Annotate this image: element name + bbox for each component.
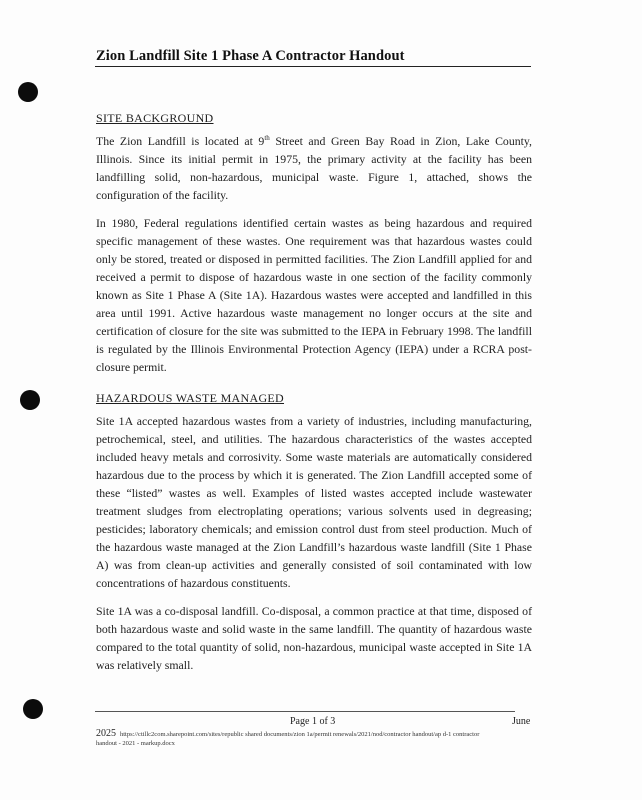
paragraph: The Zion Landfill is located at 9th Street and Green Bay Road in Zion, Lake County, Illinois. Since its initial permit in 1975, the primary activity at the facility has been landfilling solid, non-hazardous, municipal waste. Figure 1, attached, shows the configuration of the facility. bbox=[96, 134, 532, 202]
footer-divider bbox=[95, 711, 515, 712]
paragraph: Site 1A was a co-disposal landfill. Co-disposal, a common practice at that time, disposed of both hazardous waste and solid waste in the same landfill. The quantity of hazardous waste compared to the total quantity of solid, non-hazardous, municipal waste accepted in Site 1A was relatively small. bbox=[96, 604, 532, 672]
punch-hole bbox=[18, 82, 38, 102]
document-title: Zion Landfill Site 1 Phase A Contractor Handout bbox=[96, 48, 405, 64]
page-number: Page 1 of 3 bbox=[290, 716, 336, 727]
section-heading-site-background: SITE BACKGROUND bbox=[96, 111, 214, 125]
document-body bbox=[96, 110, 532, 684]
paragraph: In 1980, Federal regulations identified certain wastes as being hazardous and required specific management of these wastes. One requirement was that hazardous wastes could only be stored, treated or disposed in permitted facilities. The Zion Landfill applied for and received a permit to dispose of hazardous waste in one section of the facility commonly known as Site 1 Phase A (Site 1A). Hazardous wastes were accepted and landfilled in this area until 1991. Active hazardous waste management no longer occurs at the site and certification of closure for the site was submitted to the IEPA in February 1998. The landfill is regulated by the Illinois Environmental Protection Agency (IEPA) under a RCRA post-closure permit. bbox=[96, 216, 532, 374]
section-heading-hazardous-waste: HAZARDOUS WASTE MANAGED bbox=[96, 391, 285, 405]
punch-hole bbox=[23, 699, 43, 719]
punch-hole bbox=[20, 390, 40, 410]
footer-month: June bbox=[512, 716, 531, 727]
header-divider bbox=[95, 66, 531, 67]
footer-year: 2025 bbox=[96, 728, 116, 739]
footer-file-path: https://ctillc2com.sharepoint.com/sites/republic shared documents/zion 1a/permit renewals/2021/nod/contractor handout/ap d-1 contractor handout - 2021 - markup.docx bbox=[96, 731, 480, 747]
paragraph: Site 1A accepted hazardous wastes from a variety of industries, including manufacturing, petrochemical, steel, and utilities. The hazardous characteristics of the wastes accepted included heavy metals and corrosivity. Some waste materials are automatically considered hazardous due to the process by which it is generated. The Zion Landfill accepted some of these “listed” wastes as well. Examples of listed wastes accepted include wastewater treatment sludges from electroplating operations; various solvents used in degreasing; pesticides; laboratory chemicals; and emission control dust from steel production. Much of the hazardous waste managed at the Zion Landfill’s hazardous waste landfill (Site 1 Phase A) was from clean-up activities and generally consisted of soil contaminated with low concentrations of hazardous constituents. bbox=[96, 414, 532, 590]
